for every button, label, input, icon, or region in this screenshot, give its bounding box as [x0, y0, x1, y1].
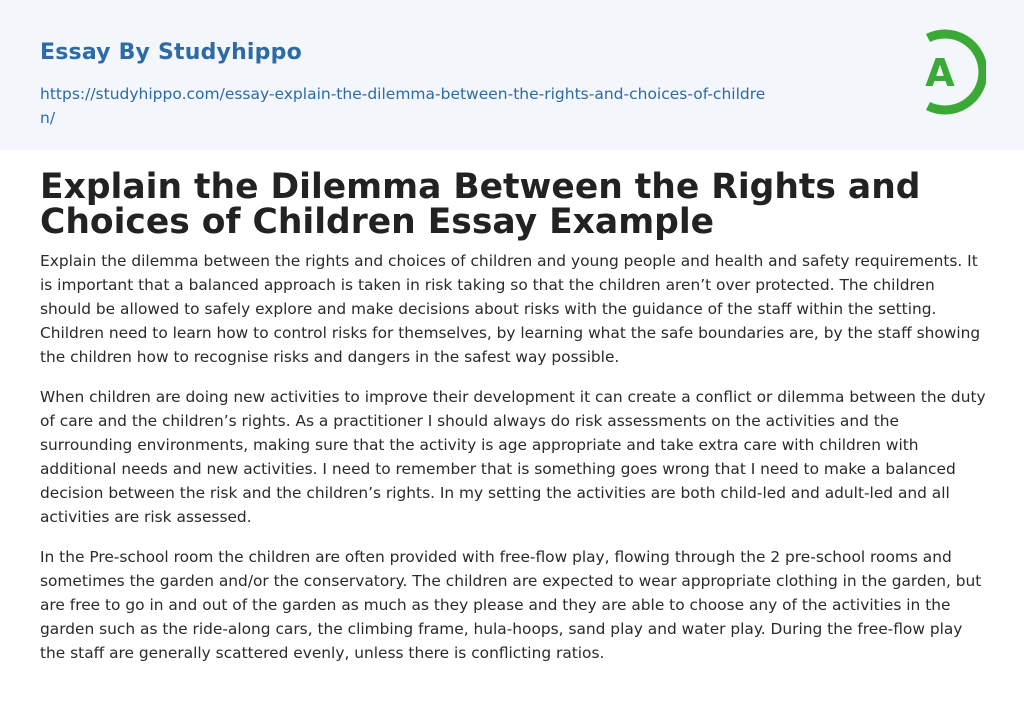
essay-paragraph: When children are doing new activities to improve their development it can create a conflict or dilemma between the duty of care and the children’s rights. As a practitioner I should always do risk assessments on the activities and the surrounding environments, making sure that the activity is age appropriate and take extra care with children with additional needs and new activities. I need to remember that is something goes wrong that I need to make a balanced decision between the risk and the children’s rights. In my setting the activities are both child-led and adult-led and all activities are risk assessed. — [40, 388, 986, 526]
essay-body — [40, 249, 990, 681]
essay-url-link[interactable]: https://studyhippo.com/essay-explain-the-dilemma-between-the-rights-and-choices-of-children/ — [40, 85, 766, 127]
studyhippo-logo-icon[interactable] — [906, 28, 986, 116]
logo-letter: A — [925, 51, 955, 95]
page-header — [0, 0, 1024, 150]
essay-title: Explain the Dilemma Between the Rights and Choices of Children Essay Example — [40, 167, 921, 242]
essay-paragraph: In the Pre-school room the children are often provided with free-flow play, flowing through the 2 pre-school rooms and sometimes the garden and/or the conservatory. The children are expected to wear appropriate clothing in the garden, but are free to go in and out of the garden as much as they please and they are able to choose any of the activities in the garden such as the ride-along cars, the climbing frame, hula-hoops, sand play and water play. During the free-flow play the staff are generally scattered evenly, unless there is conflicting ratios. — [40, 548, 982, 662]
essay-paragraph: Explain the dilemma between the rights and choices of children and young people and health and safety requirements. It is important that a balanced approach is taken in risk taking so that the children aren’t over protected. The children should be allowed to safely explore and make decisions about risks with the guidance of the staff within the setting. Children need to learn how to control risks for themselves, by learning what the safe boundaries are, by the staff showing the children how to recognise risks and dangers in the safest way possible. — [40, 252, 981, 366]
site-brand[interactable]: Essay By Studyhippo — [40, 40, 302, 65]
